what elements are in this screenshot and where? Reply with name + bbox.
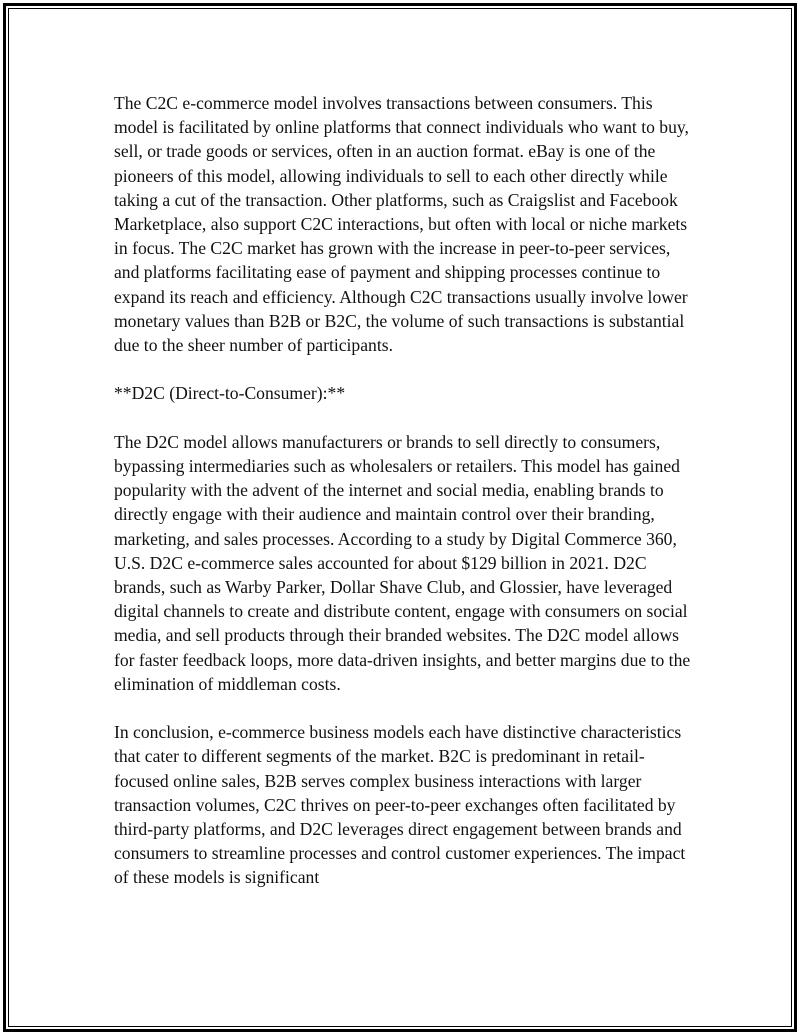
document-body (114, 91, 694, 890)
paragraph-d2c: The D2C model allows manufacturers or brands to sell directly to consumers, bypassing intermediaries such as wholesalers or retailers. This model has gained popularity with the advent of the internet and social media, enabling brands to directly engage with their audience and maintain control over their branding, marketing, and sales processes. According to a study by Digital Commerce 360, U.S. D2C e-commerce sales accounted for about $129 billion in 2021. D2C brands, such as Warby Parker, Dollar Shave Club, and Glossier, have leveraged digital channels to create and distribute content, engage with consumers on social media, and sell products through their branded websites. The D2C model allows for faster feedback loops, more data-driven insights, and better margins due to the elimination of middleman costs. (114, 431, 691, 694)
paragraph-conclusion: In conclusion, e-commerce business models each have distinctive characteristics that cater to different segments of the market. B2C is predominant in retail-focused online sales, B2B serves complex business interactions with larger transaction volumes, C2C thrives on peer-to-peer exchanges often facilitated by third-party platforms, and D2C leverages direct engagement between brands and consumers to streamline processes and control customer experiences. The impact of these models is significant (114, 722, 686, 888)
paragraph-c2c: The C2C e-commerce model involves transactions between consumers. This model is facilitated by online platforms that connect individuals who want to buy, sell, or trade goods or services, often in an auction format. eBay is one of the pioneers of this model, allowing individuals to sell to each other directly while taking a cut of the transaction. Other platforms, such as Craigslist and Facebook Marketplace, also support C2C interactions, but often with local or niche markets in focus. The C2C market has grown with the increase in peer-to-peer services, and platforms facilitating ease of payment and shipping processes continue to expand its reach and efficiency. Although C2C transactions usually involve lower monetary values than B2B or B2C, the volume of such transactions is substantial due to the sheer number of participants. (114, 93, 689, 356)
heading-d2c: **D2C (Direct-to-Consumer):** (114, 383, 346, 404)
